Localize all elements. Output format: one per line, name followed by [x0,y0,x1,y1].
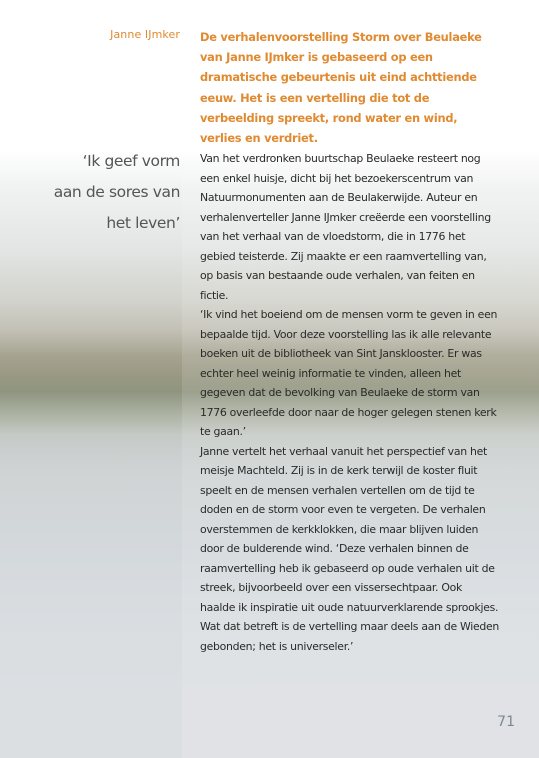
body-paragraph: Janne vertelt het verhaal vanuit het perspectief van het meisje Machteld. Zij is in de kerk terwijl de koster fluit speelt en de mensen verhalen vertellen om de tijd te doden en de storm voor even te vergeten. De verhalen overstemmen de kerkklokken, die maar blijven luiden door de bulderende wind. ‘Deze verhalen binnen de raamvertelling heb ik gebaseerd op oude verhalen uit de streek, bijvoorbeeld over een vissersechtpaar. Ook haalde ik inspiratie uit oude natuurverklarende sprookjes. Wat dat betreft is de vertelling maar deels aan de Wieden gebonden; het is universeler.’ [200,444,500,653]
pull-quote-line: het leven’ [106,214,180,232]
pull-quote-line: aan de sores van [53,183,180,201]
page-number: 71 [497,714,515,730]
article-body [200,149,500,656]
author-name: Janne IJmker [110,28,180,41]
body-paragraph: Van het verdronken buurtschap Beulaeke resteert nog een enkel huisje, dicht bij het bezoekerscentrum van Natuurmonumenten aan de Beulakerwijde. Auteur en verhalenverteller Janne IJmker creëerde een voorstelling van het verhaal van de vloedstorm, die in 1776 het gebied teisterde. Zij maakte er een raamvertelling van, op basis van bestaande oude verhalen, van feiten en fictie. [200,152,491,302]
body-paragraph: ‘Ik vind het boeiend om de mensen vorm te geven in een bepaalde tijd. Voor deze voorstelling las ik alle relevante boeken uit de bibliotheek van Sint Jansklooster. Er was echter heel weinig informatie te vinden, alleen het gegeven dat de bevolking van Beulaeke de storm van 1776 overleefde door naar de hoger gelegen stenen kerk te gaan.’ [200,308,498,438]
pull-quote [0,146,180,239]
intro-paragraph: De verhalenvoorstelling Storm over Beulaeke van Janne IJmker is gebaseerd op een dramatische gebeurtenis uit eind achttiende eeuw. Het is een vertelling die tot de verbeelding spreekt, rond water en wind, verlies en verdriet. [200,30,482,146]
pull-quote-line: ‘Ik geef vorm [82,152,180,170]
